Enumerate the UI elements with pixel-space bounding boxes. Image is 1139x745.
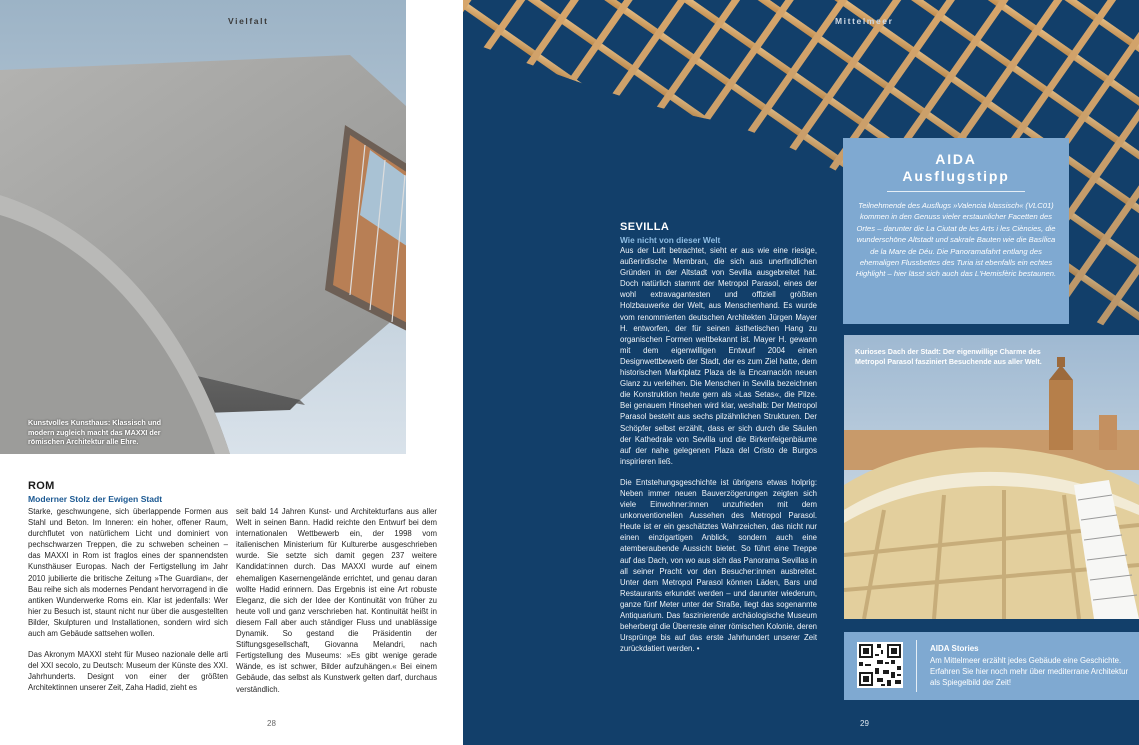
qr-code-icon[interactable] <box>857 642 903 688</box>
paragraph: Aus der Luft betrachtet, sieht er aus wie eine riesige, außerirdische Membran, die sich aus unerfindlichen Gründen in der Altstadt von Sevilla ausgebreitet hat. Doch natürlich stammt der Metropol Parasol, eines der wohl extravagantesten und offiziell größten Holzbauwerke der Welt, aus Menschenhand. Es wurde vom renommierten deutschen Architekten Jürgen Mayer H. entworfen, der für seinen ästhetischen Hang zu organischen Formen weltbekannt ist. Mayer H. gewann mit dem eigenwilligen Entwurf 2004 einen Designwettbewerb der Stadt, der es zum Ziel hatte, dem historischen Marktplatz Plaza de la Encarnación neuen Glanz zu verleihen. Die Menschen in Sevilla bezeichnen die Konstruktion heute gern als »Las Setas«, die Pilze. Bei genauem Hinsehen wird klar, weshalb: Der Metropol Parasol besteht aus sechs pilzähnlichen Strukturen. Der Schöpfer selbst erzählt, dass er sich durch die Säulen der Kathedrale von Sevilla und die Birkenfeigenbäume auf der nahe gelegenen Plaza del Cristo de Burgos inspirieren ließ. <box>620 246 817 466</box>
tip-title <box>843 151 1069 185</box>
paragraph: Starke, geschwungene, sich überlappende Formen aus Stahl und Beton. Im Inneren: ein hoher, offener Raum, durchflutet von natürlichem Licht und dominiert von pechschwarzen Treppen, die zu schweben scheinen – das MAXXI in Rom ist fraglos eines der spannendsten Kunsthäuser Europas. Nach der Fertigstellung im Jahr 2010 jubilierte die britische Zeitung »The Guardian«, der Bau reihe sich als modernes Pendant hervorragend in die antiken Wunderwerke Roms ein. Klar ist jedenfalls: Wer hier zu Besuch ist, staunt nicht nur über die ausgestellten Bilder, Skulpturen und Installationen, sondern wird sich auch am Gebäude sattsehen wollen. <box>28 507 228 639</box>
stories-title: AIDA Stories <box>930 644 979 653</box>
left-page <box>0 0 463 745</box>
article-header <box>28 480 162 504</box>
article-subtitle: Wie nicht von dieser Welt <box>620 235 721 245</box>
page-number: 29 <box>860 719 869 728</box>
divider <box>916 640 917 692</box>
excursion-tip-box <box>843 138 1069 324</box>
article-title: ROM <box>28 480 55 492</box>
article-column <box>620 245 817 654</box>
section-label: Vielfalt <box>228 16 269 26</box>
article-title: SEVILLA <box>620 221 670 233</box>
paragraph: seit bald 14 Jahren Kunst- und Architekturfans aus aller Welt in seinen Bann. Hadid reichte den Entwurf bei dem internationalen Wettbewerb ein, der 1998 vom italienischen Ministerium für Kulturerbe ausgeschrieben wurde. Sie setzte sich damit gegen 237 weitere Kandidat:innen durch. Das MAXXI wurde auf einem ehemaligen Kasernengelände errichtet, und genau daran wollte Hadid erinnern. Das Ergebnis ist eine Art robuste Eleganz, die sich der Idee der Kontinuität von früher zu heute voll und ganz verschrieben hat. Kontinuität heißt in diesem Fall aber auch ständiger Fluss und unablässige Dynamik. So gestand die Präsidentin der Stiftungsgesellschaft, Giovanna Melandri, nach Fertigstellung des Museums: »Es gibt wenige gerade Wände, es ist schwer, Bilder aufzuhängen.« Bei einem Gebäude, das selbst als Kunstwerk gelten darf, durchaus verständlich. <box>236 507 437 694</box>
parasol-rooftop-photo <box>844 335 1139 619</box>
maxxi-museum-photo <box>0 0 406 454</box>
photo-caption: Kunstvolles Kunsthaus: Klassisch und modern zugleich macht das MAXXI der römischen Architektur alle Ehre. <box>28 418 161 447</box>
article-header <box>620 221 720 245</box>
article-column-1 <box>28 506 228 694</box>
paragraph: Das Akronym MAXXI steht für Museo nazionale delle arti del XXI secolo, zu Deutsch: Museum der Künste des XXI. Jahrhunderts. Designt von einer der größten Architektinnen unserer Zeit, Zaha Hadid, zieht es <box>28 650 228 693</box>
article-subtitle: Moderner Stolz der Ewigen Stadt <box>28 494 163 504</box>
divider <box>887 191 1025 192</box>
tip-text: Teilnehmende des Ausflugs »Valencia klassisch« (VLC01) kommen in den Genuss vieler erstaunlicher Facetten des Ortes – darunter die La Ciutat de les Arts i les Ciències, die wunderschöne Altstadt und sakrale Bauten wie die Basílica de la Mare de Déu. Die Panoramafahrt entlang des ehemaligen Flussbettes des Turia ist ebenfalls ein echtes Highlight – hier lässt sich auch das L'Hemisfèric bestaunen. <box>855 201 1057 279</box>
section-label: Mittelmeer <box>835 16 894 26</box>
photo-caption: Kurioses Dach der Stadt: Der eigenwillige Charme des Metropol Parasol fasziniert Besuchende aus aller Welt. <box>855 347 1042 366</box>
stories-text: Am Mittelmeer erzählt jedes Gebäude eine Geschichte. Erfahren Sie hier noch mehr über mediterrane Architektur als Spiegelbild der Zeit! <box>930 656 1129 687</box>
tip-title-line: Ausflugstipp <box>902 168 1010 184</box>
aida-stories-box <box>844 632 1139 700</box>
paragraph: Die Entstehungsgeschichte ist übrigens etwas holprig: Neben immer neuen Bauverzögerungen zeigten sich viele Einwohner:innen unzufrieden mit dem unkonventionellen Aussehen des Metropol Parasol. Heute ist er ein geschätztes Wahrzeichen, das nicht nur einen einzigartigen Anblick, sondern auch eine atemberaubende Aussicht bietet. So führt eine Treppe auf das Dach, von wo aus sich das Panorama Sevillas in all seiner Pracht vor den Besucher:innen ausbreitet. Unter dem Metropol Parasol können Läden, Bars und Restaurants erkundet werden – und darunter wiederum, ganze fünf Meter unter der Straße, liegt das sogenannte Antiquarium. Das faszinierende archäologische Museum beherbergt die Überreste einer römischen Kolonie, deren Ursprünge bis auf das erste Jahrhundert unserer Zeit zurückdatiert werden. • <box>620 477 817 654</box>
tip-title-line: AIDA <box>935 151 977 167</box>
page-number: 28 <box>267 719 276 728</box>
article-column-2 <box>236 506 437 695</box>
right-page <box>463 0 1139 745</box>
